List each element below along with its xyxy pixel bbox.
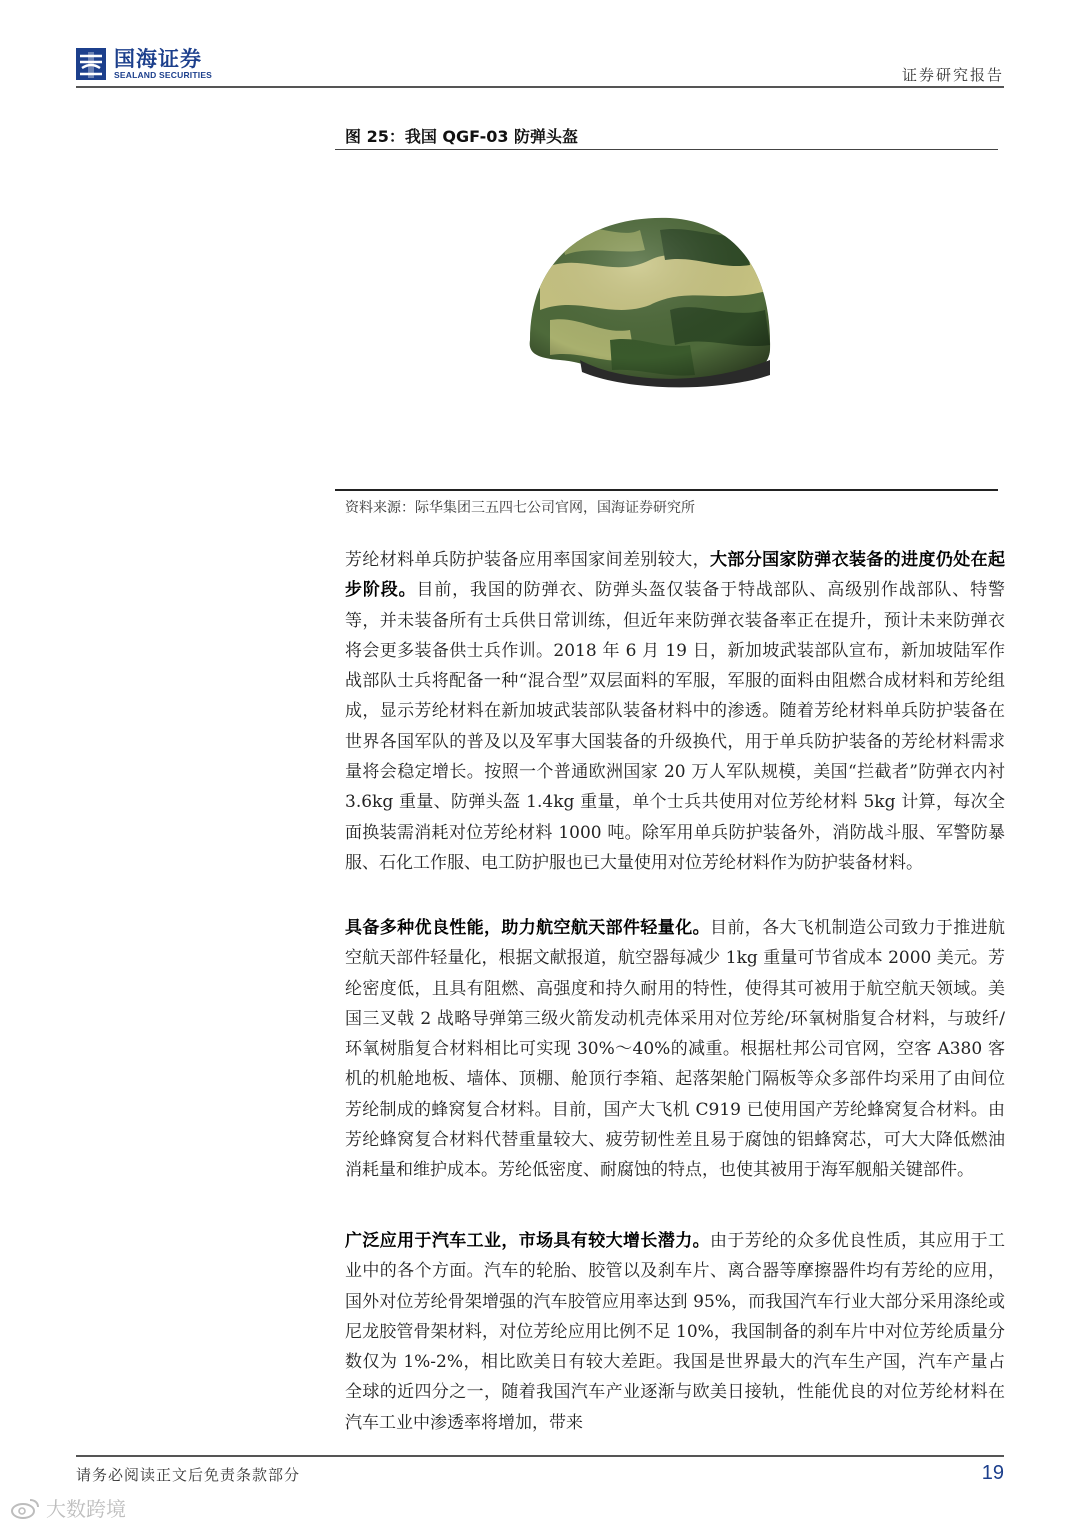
logo-en-text: SEALAND SECURITIES bbox=[114, 70, 213, 80]
company-logo bbox=[76, 48, 212, 80]
paragraph-lead: 广泛应用于汽车工业，市场具有较大增长潜力。 bbox=[345, 1231, 710, 1251]
logo-cn-text: 国海证券 bbox=[114, 47, 202, 71]
weibo-icon bbox=[10, 1496, 40, 1520]
paragraph-lead: 具备多种优良性能，助力航空航天部件轻量化。 bbox=[345, 918, 710, 938]
disclaimer-note: 请务必阅读正文后免责条款部分 bbox=[76, 1466, 301, 1484]
body-paragraph bbox=[345, 545, 1005, 878]
body-paragraph bbox=[345, 1226, 1005, 1438]
paragraph-text: 目前，我国的防弹衣、防弹头盔仅装备于特战部队、高级别作战部队、特警等，并未装备所有士兵供日常训练，但近年来防弹衣装备率正在提升，预计未来防弹衣将会更多装备供士兵作训。2018 年 6 月 19 日，新加坡武装部队宣布，新加坡陆军作战部队士兵将配备一种“混合型”双层面料的军服，军服的面料由阻燃合成材料和芳纶组成，显示芳纶材料在新加坡武装部队装备材料中的渗透。随着芳纶材料单兵防护装备在世界各国军队的普及以及军事大国装备的升级换代，用于单兵防护装备的芳纶材料需求量将会稳定增长。按照一个普通欧洲国家 20 万人军队规模，美国“拦截者”防弹衣内衬 3.6kg 重量、防弹头盔 1.4kg 重量，单个士兵共使用对位芳纶材料 5kg 计算，每次全面换装需消耗对位芳纶材料 1000 吨。除军用单兵防护装备外，消防战斗服、军警防暴服、石化工作服、电工防护服也已大量使用对位芳纶材料作为防护装备材料。 bbox=[345, 580, 1006, 873]
watermark bbox=[10, 1493, 126, 1522]
figure-bottom-rule bbox=[335, 489, 998, 491]
header-divider bbox=[76, 86, 1004, 88]
figure-top-rule bbox=[335, 149, 998, 150]
paragraph-text: 芳纶材料单兵防护装备应用率国家间差别较大， bbox=[345, 550, 710, 570]
figure-title: 图 25：我国 QGF-03 防弹头盔 bbox=[345, 127, 579, 146]
watermark-text: 大数跨境 bbox=[46, 1497, 126, 1521]
figure-source: 资料来源：际华集团三五四七公司官网，国海证券研究所 bbox=[345, 500, 695, 516]
paragraph-lead: 大部分国家防弹衣装备的进度仍处在起步阶段。 bbox=[345, 550, 1006, 601]
sealand-logo-icon bbox=[76, 48, 106, 80]
paragraph-text: 由于芳纶的众多优良性质，其应用于工业中的各个方面。汽车的轮胎、胶管以及刹车片、离合器等摩擦器件均有芳纶的应用，国外对位芳纶骨架增强的汽车胶管应用率达到 95%，而我国汽车行业大部分采用涤纶或尼龙胶管骨架材料，对位芳纶应用比例不足 10%，我国制备的刹车片中对位芳纶质量分数仅为 1%-2%，相比欧美日有较大差距。我国是世界最大的汽车生产国，汽车产量占全球的近四分之一，随着我国汽车产业逐渐与欧美日接轨，性能优良的对位芳纶材料在汽车工业中渗透率将增加，带来 bbox=[345, 1231, 1006, 1433]
helmet-image bbox=[520, 210, 780, 390]
report-type-label: 证券研究报告 bbox=[901, 66, 1004, 84]
footer-divider bbox=[76, 1455, 1004, 1457]
paragraph-text: 目前，各大飞机制造公司致力于推进航空航天部件轻量化，根据文献报道，航空器每减少 1kg 重量可节省成本 2000 美元。芳纶密度低，且具有阻燃、高强度和持久耐用的特性，使得其可被用于航空航天领域。美国三叉戟 2 战略导弹第三级火箭发动机壳体采用对位芳纶/环氧树脂复合材料，与玻纤/环氧树脂复合材料相比可实现 30%～40%的减重。根据杜邦公司官网，空客 A380 客机的机舱地板、墙体、顶棚、舱顶行李箱、起落架舱门隔板等众多部件均采用了由间位芳纶制成的蜂窝复合材料。目前，国产大飞机 C919 已使用国产芳纶蜂窝复合材料。由芳纶蜂窝复合材料代替重量较大、疲劳韧性差且易于腐蚀的铝蜂窝芯，可大大降低燃油消耗量和维护成本。芳纶低密度、耐腐蚀的特点，也使其被用于海军舰船关键部件。 bbox=[345, 918, 1006, 1181]
page-number: 19 bbox=[981, 1462, 1004, 1484]
body-paragraph bbox=[345, 913, 1005, 1186]
